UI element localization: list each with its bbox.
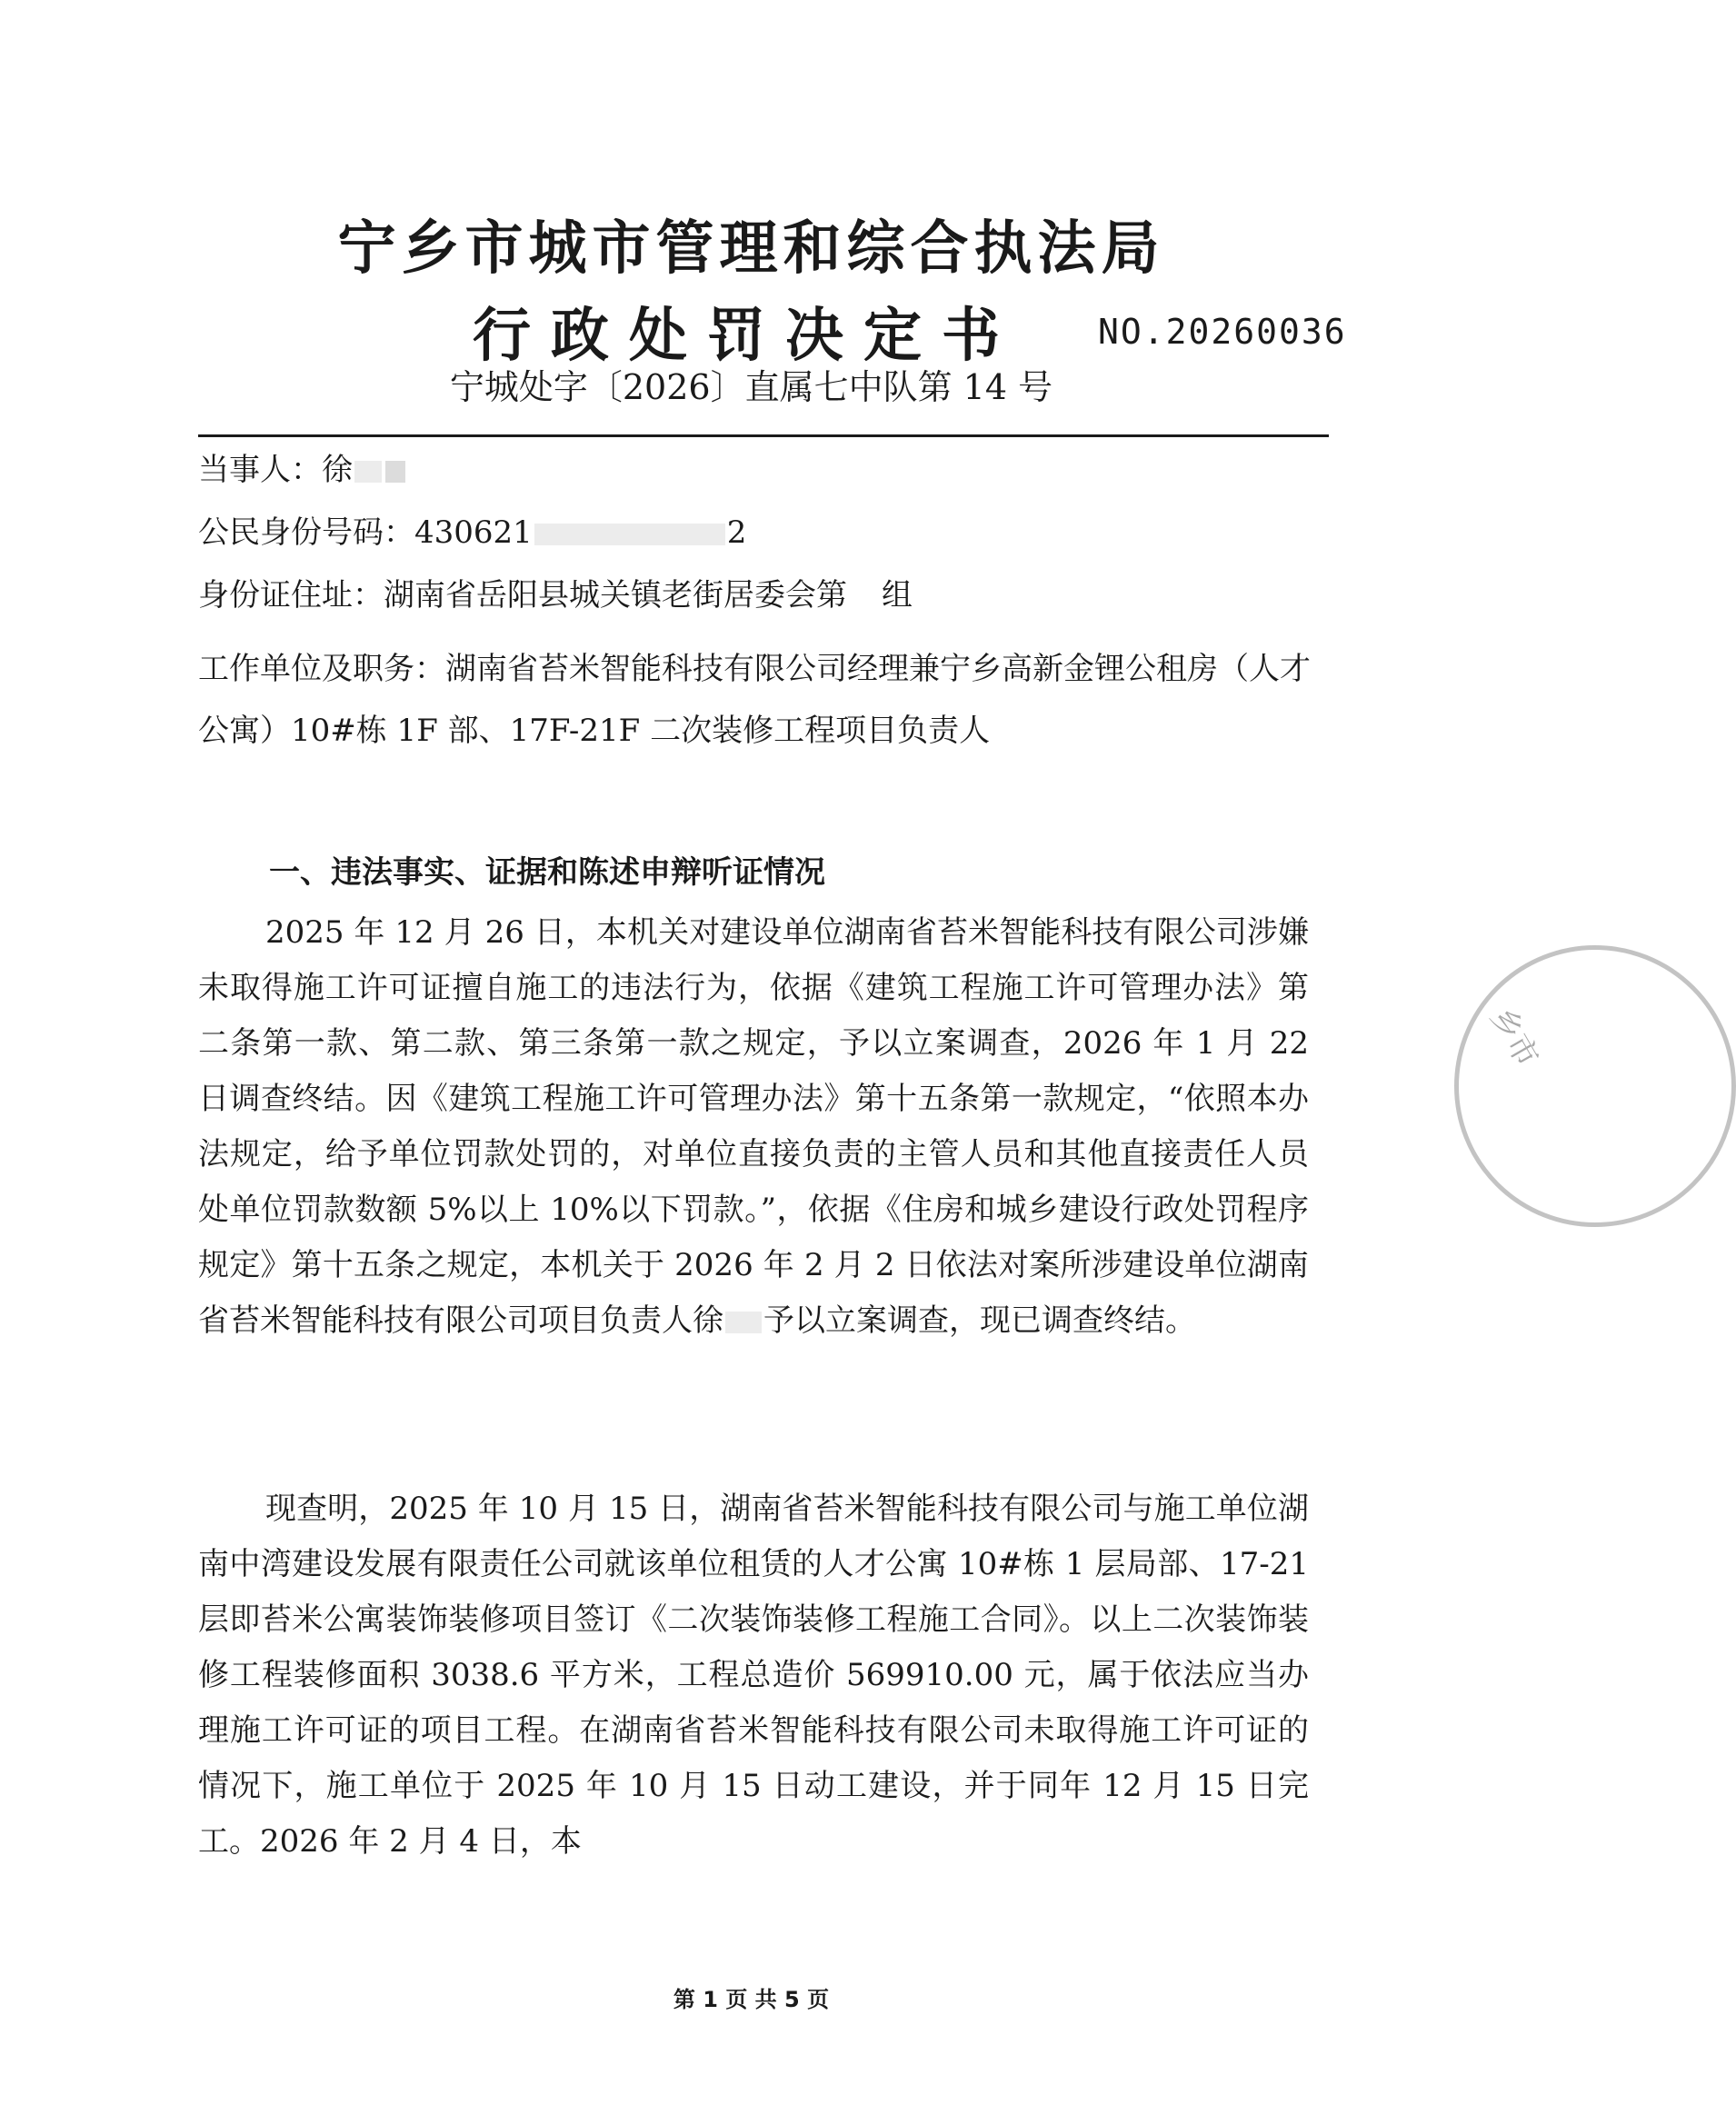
party-name-value: 徐 (322, 452, 353, 488)
redaction-mark (534, 524, 725, 545)
redaction-mark (849, 586, 880, 608)
document-reference: 宁城处字〔2026〕直属七中队第 14 号 (449, 367, 1053, 407)
document-title: 行政处罚决定书 (473, 303, 1020, 370)
party-id-label: 公民身份号码： (198, 514, 414, 551)
party-address-value: 湖南省岳阳县城关镇老街居委会第 (384, 577, 847, 614)
paragraph-text: 予以立案调查，现已调查终结。 (763, 1302, 1196, 1339)
redaction-mark (354, 461, 382, 483)
party-id-row (198, 513, 1325, 553)
redaction-mark (725, 1312, 762, 1333)
party-name-row (198, 450, 1325, 490)
party-name-label: 当事人： (198, 452, 322, 488)
party-employer-row (198, 638, 1325, 762)
party-address-label: 身份证住址： (198, 577, 384, 614)
redaction-mark (385, 461, 405, 483)
body-paragraph-1 (198, 905, 1309, 1349)
page-number: 第 1 页 共 5 页 (673, 1987, 830, 2012)
party-employer-label: 工作单位及职务： (198, 651, 445, 687)
party-id-suffix: 2 (726, 514, 747, 551)
official-seal (1454, 945, 1736, 1227)
section-heading: 一、违法事实、证据和陈述申辩听证情况 (269, 854, 825, 891)
seal-text: 乡市 (1482, 1001, 1546, 1073)
agency-name: 宁乡市城市管理和综合执法局 (337, 215, 1165, 283)
document-number: NO.20260036 (1098, 312, 1347, 352)
party-id-prefix: 430621 (414, 514, 533, 551)
party-address-suffix: 组 (882, 577, 913, 614)
party-address-row (198, 575, 1325, 615)
party-employer-value: 湖南省苔米智能科技有限公司经理兼宁乡高新金锂公租房（人才公寓）10#栋 1F 部、17F-21F 二次装修工程项目负责人 (198, 651, 1311, 749)
paragraph-text: 2025 年 12 月 26 日，本机关对建设单位湖南省苔米智能科技有限公司涉嫌未取得施工许可证擅自施工的违法行为，依据《建筑工程施工许可管理办法》第二条第一款、第二款、第三条第一款之规定，予以立案调查，2026 年 1 月 22 日调查终结。因《建筑工程施工许可管理办法》第十五条第一款规定，“依照本办法规定，给予单位罚款处罚的，对单位直接负责的主管人员和其他直接责任人员处单位罚款数额 5%以上 10%以下罚款。”，依据《住房和城乡建设行政处罚程序规定》第十五条之规定，本机关于 2026 年 2 月 2 日依法对案所涉建设单位湖南省苔米智能科技有限公司项目负责人徐 (198, 914, 1309, 1339)
header-divider (198, 434, 1329, 437)
body-paragraph-2: 现查明，2025 年 10 月 15 日，湖南省苔米智能科技有限公司与施工单位湖南中湾建设发展有限责任公司就该单位租赁的人才公寓 10#栋 1 层局部、17-21 层即苔米公寓装饰装修项目签订《二次装饰装修工程施工合同》。以上二次装饰装修工程装修面积 3038.6 平方米，工程总造价 569910.00 元，属于依法应当办理施工许可证的项目工程。在湖南省苔米智能科技有限公司未取得施工许可证的情况下，施工单位于 2025 年 10 月 15 日动工建设，并于同年 12 月 15 日完工。2026 年 2 月 4 日，本 (198, 1491, 1309, 1860)
